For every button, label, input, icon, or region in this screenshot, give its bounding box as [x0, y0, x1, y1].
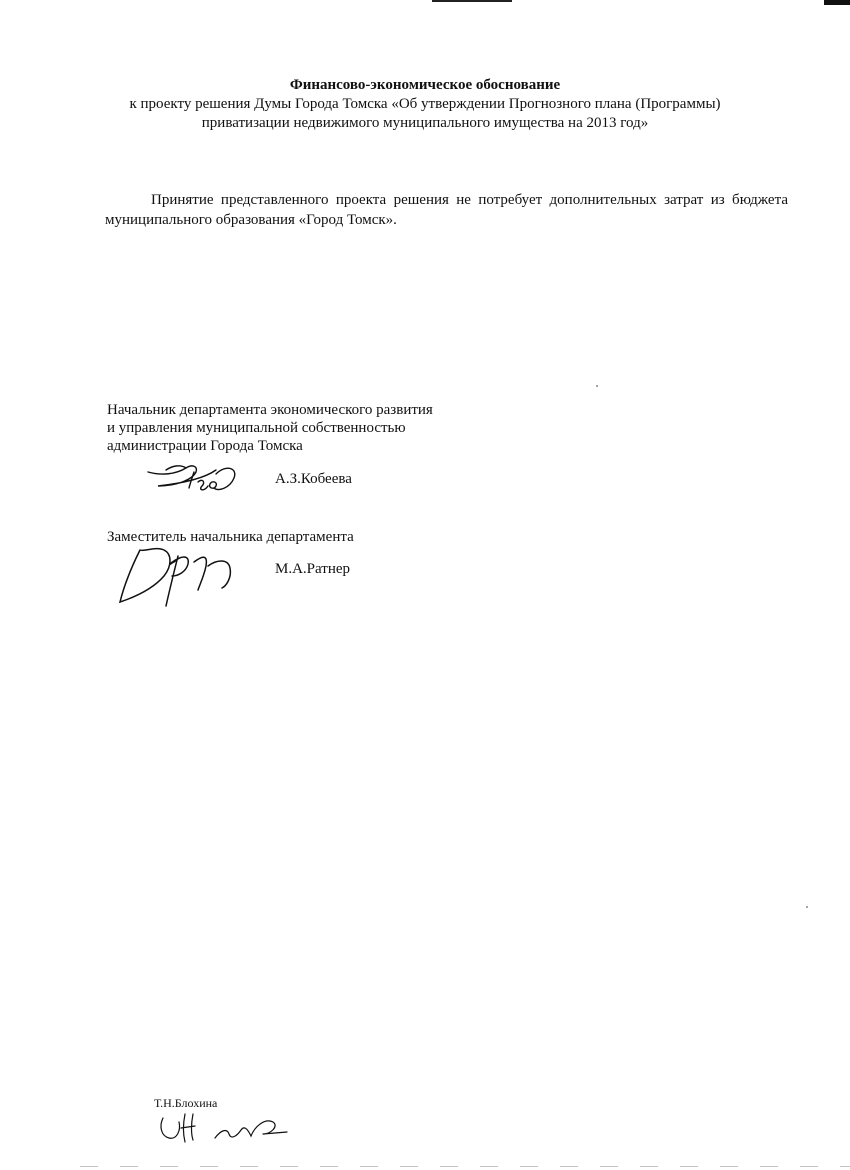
signatory-name: М.А.Ратнер	[275, 561, 351, 577]
scan-speck	[806, 906, 808, 908]
scan-speck	[596, 385, 598, 387]
executor-initials-scribble	[155, 1110, 295, 1146]
position-line: Начальник департамента экономического развития	[107, 402, 433, 418]
position-line: Заместитель начальника департамента	[107, 529, 354, 545]
scan-edge-mark	[824, 0, 850, 5]
document-header	[60, 76, 790, 133]
document-title: Финансово-экономическое обоснование	[289, 77, 561, 93]
signatory-position	[107, 401, 433, 455]
document-subtitle-line: к проекту решения Думы Города Томска «Об утверждении Прогнозного плана (Программы)	[129, 96, 721, 112]
document-body: Принятие представленного проекта решения не потребует дополнительных затрат из бюджета муниципального образования «Город Томск».	[105, 192, 788, 228]
handwritten-signature	[146, 458, 246, 498]
signatory-name: А.З.Кобеева	[275, 471, 352, 487]
executor-name: Т.Н.Блохина	[154, 1096, 218, 1110]
position-line: администрации Города Томска	[107, 438, 303, 454]
document-subtitle-line: приватизации недвижимого муниципального имущества на 2013 год»	[201, 115, 649, 131]
position-line: и управления муниципальной собственностью	[107, 420, 406, 436]
scan-edge-mark	[432, 0, 512, 2]
handwritten-signature	[112, 536, 242, 611]
scan-edge-mark	[80, 1166, 850, 1167]
